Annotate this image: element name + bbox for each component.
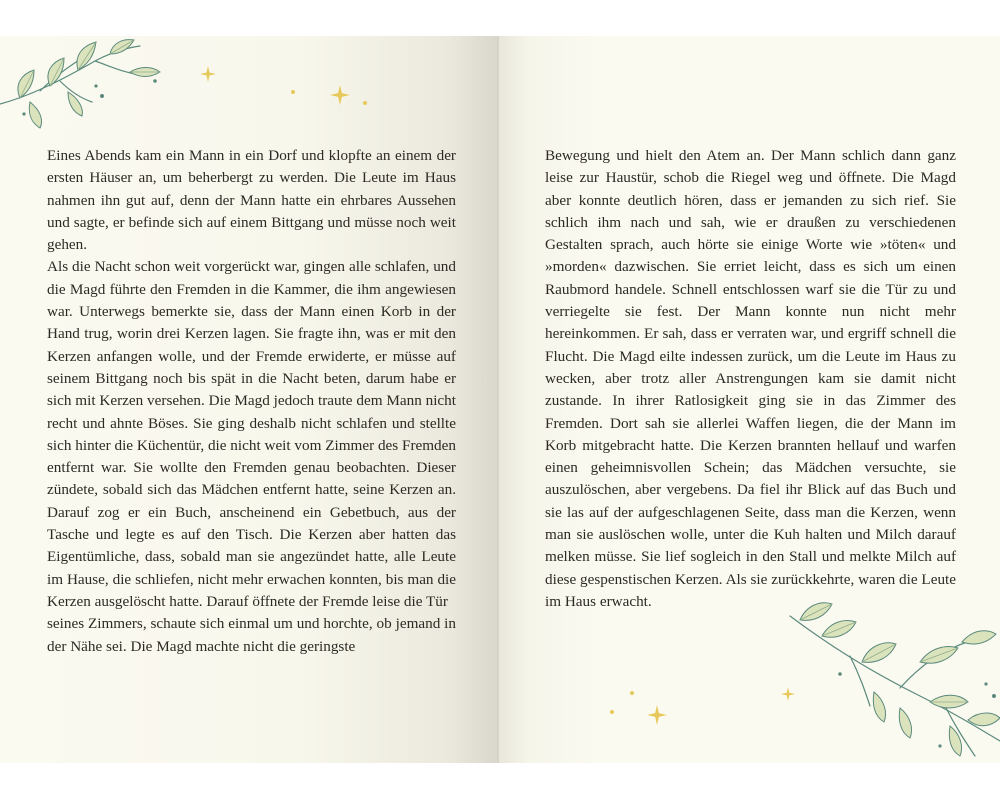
sparkle-dot-icon [629, 690, 635, 696]
sparkle-dot-icon [290, 89, 296, 95]
leafy-branch-icon [780, 596, 1000, 763]
paragraph: Eines Abends kam ein Mann in ein Dorf und klopfte an einem der ersten Häuser an, um beherbergt zu werden. Die Leute im Haus nahmen ihn gut auf, denn der Mann hatte ein ehrbares Aussehen und sagte, er befinde sich auf einem Bittgang und müsse noch weit gehen. [47, 147, 456, 254]
paragraph: Als die Nacht schon weit vorgerückt war, gingen alle schlafen, und die Magd führte den Fremden in die Kammer, die ihm angewiesen war. Unterwegs bemerkte sie, dass der Mann einen Korb in der Hand trug, worin drei Kerzen lagen. Sie fragte ihn, was er mit den Kerzen anfangen wolle, und der Fremde erwiderte, er müsse auf seinem Bittgang noch bis spät in die Nacht beten, darum habe er sich mit Kerzen versehen. Die Magd jedoch traute dem Mann nicht recht und ahnte Böses. Sie ging deshalb nicht schlafen und stellte sich hinter die Küchentür, die nicht weit vom Zimmer des Fremden entfernt war. Sie wollte den Fremden genau beobachten. Dieser zündete, sobald sich das Mädchen entfernt hatte, seine Kerzen an. Darauf zog er ein Buch, anscheinend ein Gebetbuch, aus der Tasche und legte es auf den Tisch. Die Kerzen aber hatten das Eigentümliche, dass, sobald man sie angezündet hatte, alle Leute im Hause, die schliefen, nicht mehr erwachen konnten, bis man die Kerzen ausgelöscht hatte. Darauf öffnete der Fremde leise die Tür [47, 258, 456, 610]
sparkle-star-icon [647, 705, 667, 725]
sparkle-dot-icon [362, 100, 368, 106]
paragraph: seines Zimmers, schaute sich einmal um und horchte, ob jemand in der Nähe sei. Die Magd machte nicht die geringste [47, 615, 456, 655]
left-page-text [47, 145, 456, 658]
paragraph: Bewegung und hielt den Atem an. Der Mann schlich dann ganz leise zur Haustür, schob die Riegel weg und öffnete. Die Magd aber konnte deutlich hören, dass er jemanden zu sich rief. Sie schlich ihm nach und sah, wie er draußen zu verschiedenen Gestalten sprach, auch hörte sie einige Worte wie »töten« und »morden« dazwischen. Sie erriet leicht, dass es sich um einen Raubmord handele. Schnell entschlossen warf sie die Tür zu und verriegelte sie fest. Der Mann konnte nun nicht mehr hereinkommen. Er sah, dass er verraten war, und ergriff schnell die Flucht. Die Magd eilte indessen zurück, um die Leute im Haus zu wecken, aber trotz aller Anstrengungen kam sie damit nicht zustande. In ihrer Ratlosigkeit ging sie in das Zimmer des Fremden. Dort sah sie allerlei Waffen liegen, die der Mann im Korb mitgebracht hatte. Die Kerzen brannten hellauf und warfen einen geheimnisvollen Schein; das Mädchen versuchte, sie auszulöschen, aber vergebens. Da fiel ihr Blick auf das Buch und sie las auf der aufgeschlagenen Seite, dass man die Kerzen, wenn man sie auslöschen wolle, unter die Kuh halten und Milch darauf melken müsse. Sie lief sogleich in den Stall und melkte Milch auf diese gespenstischen Kerzen. Als sie zurückkehrte, waren die Leute im Haus erwacht. [545, 147, 956, 610]
sparkle-star-icon [330, 85, 350, 105]
sparkle-dot-icon [609, 709, 615, 715]
book-spread [0, 36, 1000, 763]
sparkle-star-icon [200, 66, 216, 82]
right-page [499, 36, 1000, 763]
leafy-branch-icon [0, 36, 180, 131]
left-page [0, 36, 498, 763]
right-page-text [545, 145, 956, 613]
